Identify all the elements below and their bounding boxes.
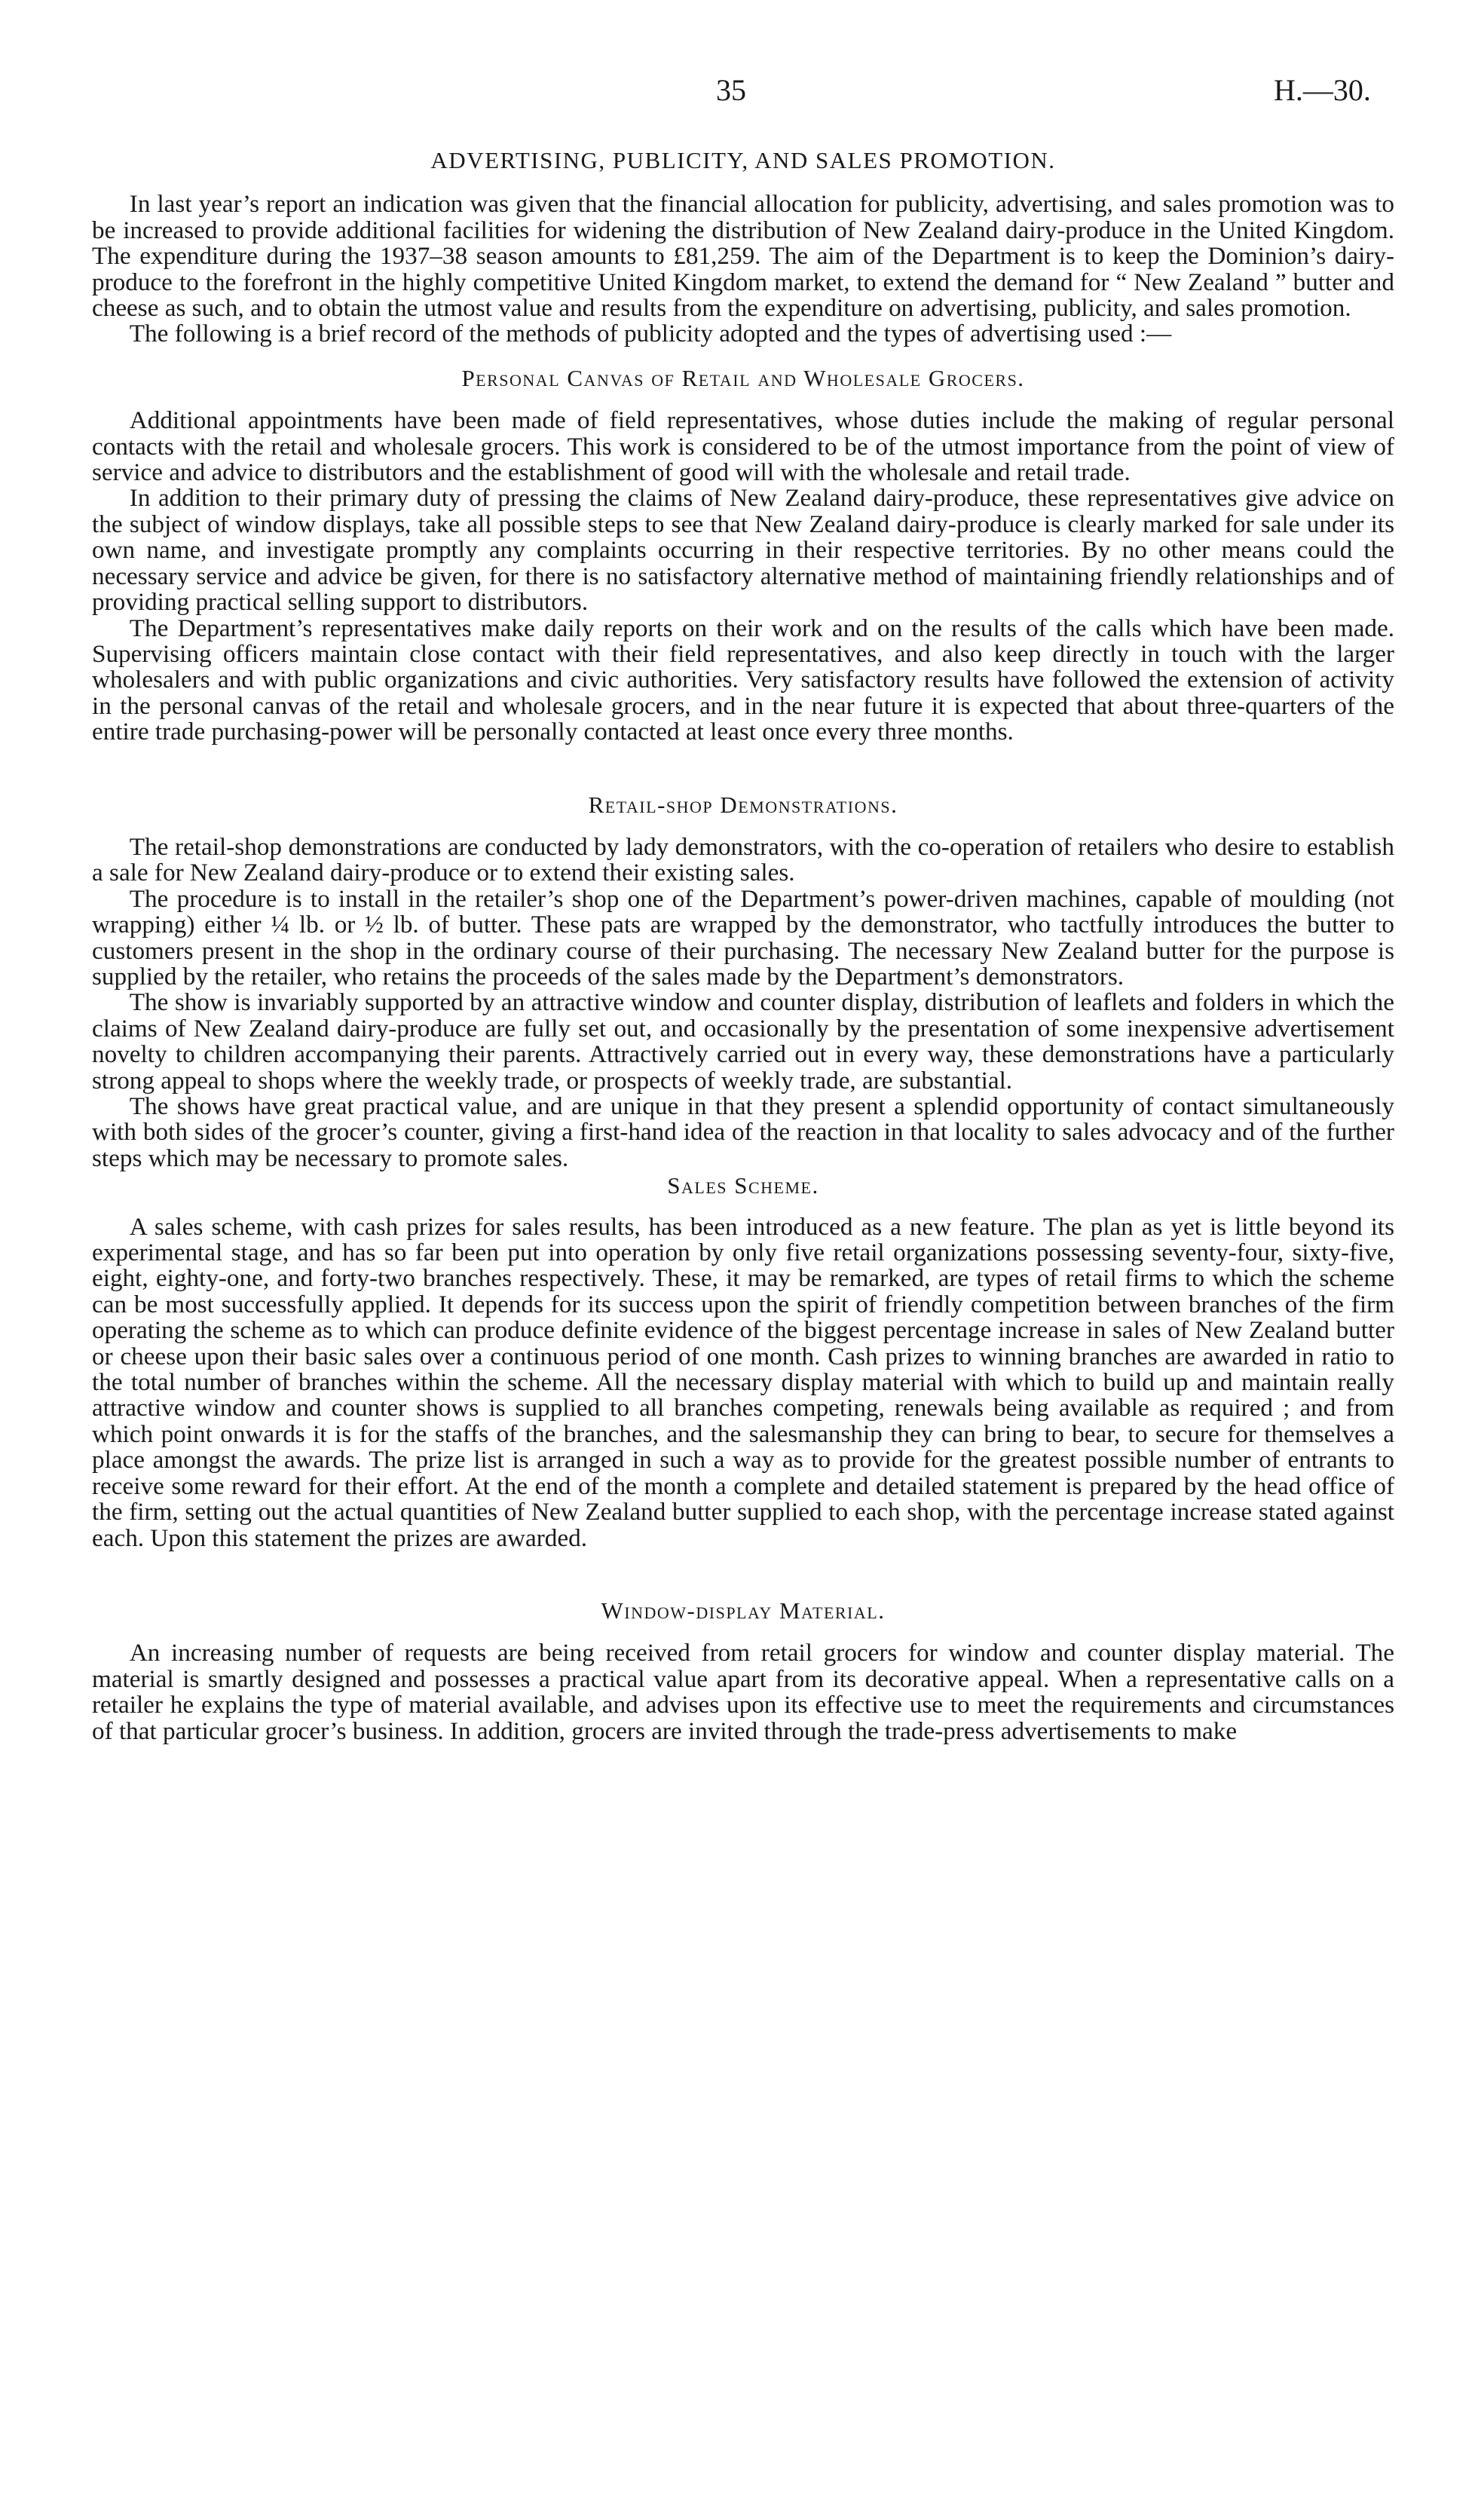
section-heading-retail-shop-demonstrations: Retail-shop Demonstrations. bbox=[588, 791, 898, 818]
section-paragraph: The retail-shop demonstrations are conducted by lady demonstrators, with the co-operation of retailers who desire to establish a sale for New Zealand dairy-produce or to extend their existing sales. bbox=[92, 832, 1394, 887]
page-title: ADVERTISING, PUBLICITY, AND SALES PROMOTION. bbox=[430, 147, 1056, 173]
page-header bbox=[0, 72, 1478, 125]
section-paragraph: The Department’s representatives make daily reports on their work and on the results of the calls which have been made. Supervising officers maintain close contact with their field representatives, and also keep directly in touch with the larger wholesalers and with public organizations and civic authorities. Very satisfactory results have followed the extension of activity in the personal canvas of the retail and wholesale grocers, and in the near future it is expected that about three-quarters of the entire trade purchasing-power will be personally contacted at least once every three months. bbox=[92, 614, 1394, 746]
paper-reference: H.—30. bbox=[1274, 73, 1371, 107]
section-paragraph: An increasing number of requests are being received from retail grocers for window and counter display material. The material is smartly designed and possesses a practical value apart from its decorative appeal. When a representative calls on a retailer he explains the type of material available, and advises upon its effective use to meet the requirements and circumstances of that particular grocer’s business. In addition, grocers are invited through the trade-press advertisements to make bbox=[92, 1639, 1394, 1745]
section-heading-personal-canvas: Personal Canvas of Retail and Wholesale Grocers. bbox=[461, 364, 1025, 391]
body-text bbox=[92, 148, 1394, 1744]
section-paragraph: The show is invariably supported by an attractive window and counter display, distribution of leaflets and folders in which the claims of New Zealand dairy-produce are fully set out, and occasionally by the presentation of some inexpensive advertisement novelty to children accompanying their parents. Attractively carried out in every way, these demonstrations have a particularly strong appeal to shops where the weekly trade, or prospects of weekly trade, are substantial. bbox=[92, 988, 1394, 1095]
section-paragraph: The shows have great practical value, and are unique in that they present a splendid opportunity of contact simultaneously with both sides of the grocer’s counter, giving a first-hand idea of the reaction in that locality to sales advocacy and of the further steps which may be necessary to promote sales. bbox=[92, 1092, 1394, 1172]
page-number: 35 bbox=[716, 73, 746, 107]
section-paragraph: Additional appointments have been made of field representatives, whose duties include the making of regular personal contacts with the retail and wholesale grocers. This work is considered to be of the utmost importance from the point of view of service and advice to distributors and the establishment of good will with the wholesale and retail trade. bbox=[92, 406, 1394, 487]
intro-paragraph: In last year’s report an indication was given that the financial allocation for publicity, advertising, and sales promotion was to be increased to provide additional facilities for widening the distribution of New Zealand dairy-produce in the United Kingdom. The expenditure during the 1937–38 season amounts to £81,259. The aim of the Department is to keep the Dominion’s dairy-produce to the forefront in the highly competitive United Kingdom market, to extend the demand for “ New Zealand ” butter and cheese as such, and to obtain the utmost value and results from the expenditure on advertising, publicity, and sales promotion. bbox=[92, 190, 1394, 323]
section-heading-sales-scheme: Sales Scheme. bbox=[667, 1172, 819, 1199]
section-heading-window-display-material: Window-display Material. bbox=[601, 1597, 886, 1624]
section-paragraph: In addition to their primary duty of pressing the claims of New Zealand dairy-produce, these representatives give advice on the subject of window displays, take all possible steps to see that New Zealand dairy-produce is clearly marked for sale under its own name, and investigate promptly any complaints occurring in their respective territories. By no other means could the necessary service and advice be given, for there is no satisfactory alternative method of maintaining friendly relationships and of providing practical selling support to distributors. bbox=[92, 484, 1394, 617]
intro-paragraph: The following is a brief record of the methods of publicity adopted and the types of advertising used :— bbox=[129, 320, 1172, 348]
section-paragraph: A sales scheme, with cash prizes for sales results, has been introduced as a new feature. The plan as yet is little beyond its experimental stage, and has so far been put into operation by only five retail organizations possessing seventy-four, sixty-five, eight, eighty-one, and forty-two branches respectively. These, it may be remarked, are types of retail firms to which the scheme can be most successfully applied. It depends for its success upon the spirit of friendly competition between branches of the firm operating the scheme as to which can produce definite evidence of the biggest percentage increase in sales of New Zealand butter or cheese upon their basic sales over a continuous period of one month. Cash prizes to winning branches are awarded in ratio to the total number of branches within the scheme. All the necessary display material with which to build up and maintain really attractive window and counter shows is supplied to all branches competing, renewals being available as required ; and from which point onwards it is for the staffs of the branches, and the salesmanship they can bring to bear, to secure for themselves a place amongst the awards. The prize list is arranged in such a way as to provide for the greatest possible number of entrants to receive some reward for their effort. At the end of the month a complete and detailed statement is prepared by the head office of the firm, setting out the actual quantities of New Zealand butter supplied to each shop, with the percentage increase stated against each. Upon this statement the prizes are awarded. bbox=[92, 1212, 1394, 1552]
section-paragraph: The procedure is to install in the retailer’s shop one of the Department’s power-driven machines, capable of moulding (not wrapping) either ¼ lb. or ½ lb. of butter. These pats are wrapped by the demonstrator, who tactfully introduces the butter to customers present in the shop in the ordinary course of their purchasing. The necessary New Zealand butter for the purpose is supplied by the retailer, who retains the proceeds of the sales made by the Department’s demonstrators. bbox=[92, 884, 1394, 991]
